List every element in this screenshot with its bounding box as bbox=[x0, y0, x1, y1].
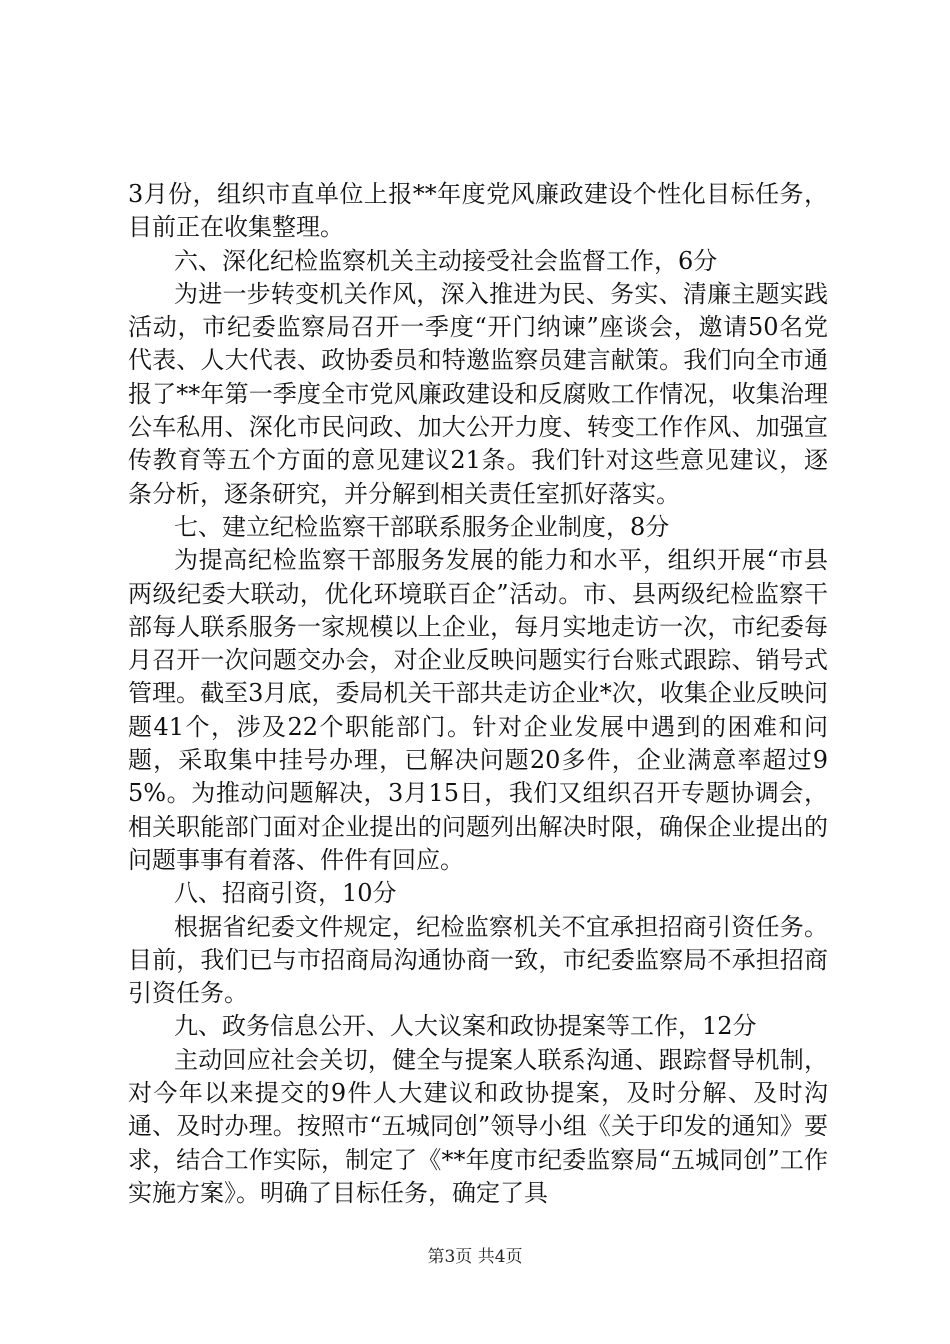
page-number-footer: 第3页 共4页 bbox=[427, 1247, 523, 1267]
section-heading-9: 九、政务信息公开、人大议案和政协提案等工作，12分 bbox=[174, 1012, 757, 1041]
paragraph-section-7: 为提高纪检监察干部服务发展的能力和水平，组织开展“市县两级纪委大联动，优化环境联百企”活动。市、县两级纪检监察干部每人联系服务一家规模以上企业，每月实地走访一次，市纪委每月召开一次问题交办会，对企业反映问题实行台账式跟踪、销号式管理。截至3月底，委局机关干部共走访企业*次，收集企业反映问题41个，涉及22个职能部门。针对企业发展中遇到的困难和问题，采取集中挂号办理，已解决问题20多件，企业满意率超过95%。为推动问题解决，3月15日，我们又组织召开专题协调会，相关职能部门面对企业提出的问题列出解决时限，确保企业提出的问题事事有着落、件件有回应。 bbox=[128, 546, 828, 874]
paragraph-continuation: 3月份，组织市直单位上报**年度党风廉政建设个性化目标任务，目前正在收集整理。 bbox=[128, 180, 828, 242]
paragraph-section-8: 根据省纪委文件规定，纪检监察机关不宜承担招商引资任务。目前，我们已与市招商局沟通协商一致，市纪委监察局不承担招商引资任务。 bbox=[128, 912, 828, 1008]
paragraph-section-9: 主动回应社会关切，健全与提案人联系沟通、跟踪督导机制，对今年以来提交的9件人大建议和政协提案，及时分解、及时沟通、及时办理。按照市“五城同创”领导小组《关于印发的通知》要求，结合工作实际，制定了《**年度市纪委监察局“五城同创”工作实施方案》。明确了目标任务，确定了具 bbox=[128, 1045, 828, 1207]
section-heading-7: 七、建立纪检监察干部联系服务企业制度，8分 bbox=[174, 512, 670, 541]
paragraph-section-6: 为进一步转变机关作风，深入推进为民、务实、清廉主题实践活动，市纪委监察局召开一季度“开门纳谏”座谈会，邀请50名党代表、人大代表、政协委员和特邀监察员建言献策。我们向全市通报了**年第一季度全市党风廉政建设和反腐败工作情况，收集治理公车私用、深化市民问政、加大公开力度、转变工作作风、加强宣传教育等五个方面的意见建议21条。我们针对这些意见建议，逐条分析，逐条研究，并分解到相关责任室抓好落实。 bbox=[128, 279, 828, 508]
document-body bbox=[128, 178, 828, 1210]
section-heading-6: 六、深化纪检监察机关主动接受社会监督工作，6分 bbox=[174, 246, 718, 275]
section-heading-8: 八、招商引资，10分 bbox=[174, 879, 397, 908]
